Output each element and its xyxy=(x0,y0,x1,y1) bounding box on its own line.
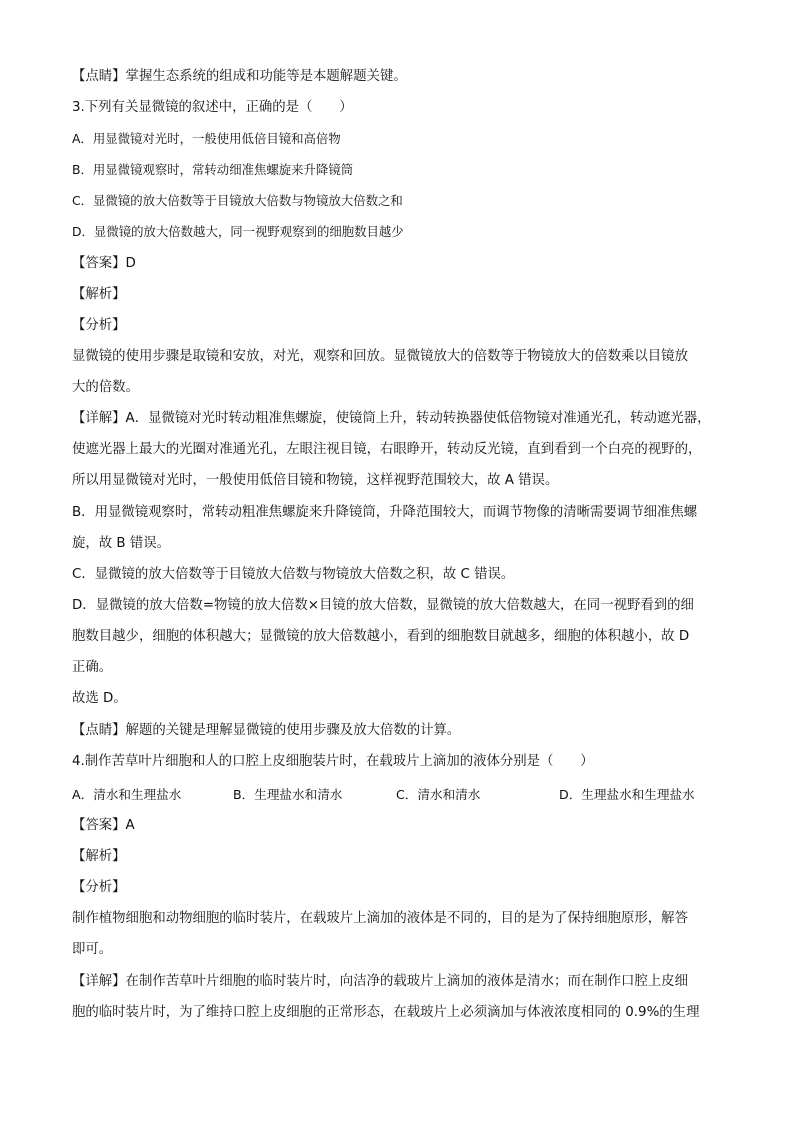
text-line: 即可。 xyxy=(72,942,113,957)
q3-analysis-heading: 【解析】 xyxy=(72,287,126,302)
q4-option-d: D．生理盐水和生理盐水 xyxy=(559,787,695,802)
text-line: 【点睛】掌握生态系统的组成和功能等是本题解题关键。 xyxy=(72,69,407,84)
text-line: 故选 D。 xyxy=(72,691,127,706)
q4-option-b: B．生理盐水和清水 xyxy=(233,787,343,802)
text-line: 所以用显微镜对光时，一般使用低倍目镜和物镜，这样视野范围较大，故 A 错误。 xyxy=(72,473,559,488)
q4-analysis-subheading: 【分析】 xyxy=(72,880,126,895)
text-line: 大的倍数。 xyxy=(72,380,139,395)
text-line: 显微镜的使用步骤是取镜和安放，对光，观察和回放。显微镜放大的倍数等于物镜放大的倍数乘以目镜放 xyxy=(72,349,688,364)
q3-option-b: B．用显微镜观察时，常转动细准焦螺旋来升降镜筒 xyxy=(72,162,354,177)
text-line: 【点睛】解题的关键是理解显微镜的使用步骤及放大倍数的计算。 xyxy=(72,723,461,738)
q3-option-d: D．显微镜的放大倍数越大，同一视野观察到的细胞数目越少 xyxy=(72,224,404,239)
q4-options xyxy=(72,786,722,804)
q3-option-c: C．显微镜的放大倍数等于目镜放大倍数与物镜放大倍数之和 xyxy=(72,193,403,208)
text-line: 胞的临时装片时，为了维持口腔上皮细胞的正常形态，在载玻片上必须滴加与体液浓度相同的 0.9%的生理 xyxy=(72,1005,700,1020)
text-line: 正确。 xyxy=(72,660,113,675)
q4-option-a: A．清水和生理盐水 xyxy=(72,787,182,802)
q4-option-c: C．清水和清水 xyxy=(396,787,481,802)
text-line: 制作植物细胞和动物细胞的临时装片，在载玻片上滴加的液体是不同的，目的是为了保持细胞原形，解答 xyxy=(72,911,688,926)
q3-answer: 【答案】D xyxy=(72,256,136,271)
text-line: C．显微镜的放大倍数等于目镜放大倍数与物镜放大倍数之积，故 C 错误。 xyxy=(72,567,515,582)
text-line: D．显微镜的放大倍数=物镜的放大倍数×目镜的放大倍数，显微镜的放大倍数越大，在同一视野看到的细 xyxy=(72,598,694,613)
q4-analysis-heading: 【解析】 xyxy=(72,849,126,864)
question-4-stem: 4.制作苦草叶片细胞和人的口腔上皮细胞装片时，在载玻片上滴加的液体分别是（ ） xyxy=(72,754,594,769)
q3-option-a: A．用显微镜对光时，一般使用低倍目镜和高倍物 xyxy=(72,131,341,146)
text-line: 【详解】A．显微镜对光时转动粗准焦螺旋，使镜筒上升，转动转换器使低倍物镜对准通光孔，转动遮光器， xyxy=(72,411,711,426)
text-line: 使遮光器上最大的光圈对准通光孔，左眼注视目镜，右眼睁开，转动反光镜，直到看到一个白亮的视野的， xyxy=(72,442,702,457)
question-3-stem: 3.下列有关显微镜的叙述中，正确的是（ ） xyxy=(72,100,353,115)
text-line: 【详解】在制作苦草叶片细胞的临时装片时，向洁净的载玻片上滴加的液体是清水；而在制作口腔上皮细 xyxy=(72,974,688,989)
text-line: 胞数目越少，细胞的体积越大；显微镜的放大倍数越小，看到的细胞数目就越多，细胞的体积越小，故 D xyxy=(72,629,690,644)
q4-answer: 【答案】A xyxy=(72,818,135,833)
q3-analysis-subheading: 【分析】 xyxy=(72,318,126,333)
text-line: B．用显微镜观察时，常转动粗准焦螺旋来升降镜筒，升降范围较大，而调节物像的清晰需要调节细准焦螺 xyxy=(72,505,698,520)
text-line: 旋，故 B 错误。 xyxy=(72,536,171,551)
